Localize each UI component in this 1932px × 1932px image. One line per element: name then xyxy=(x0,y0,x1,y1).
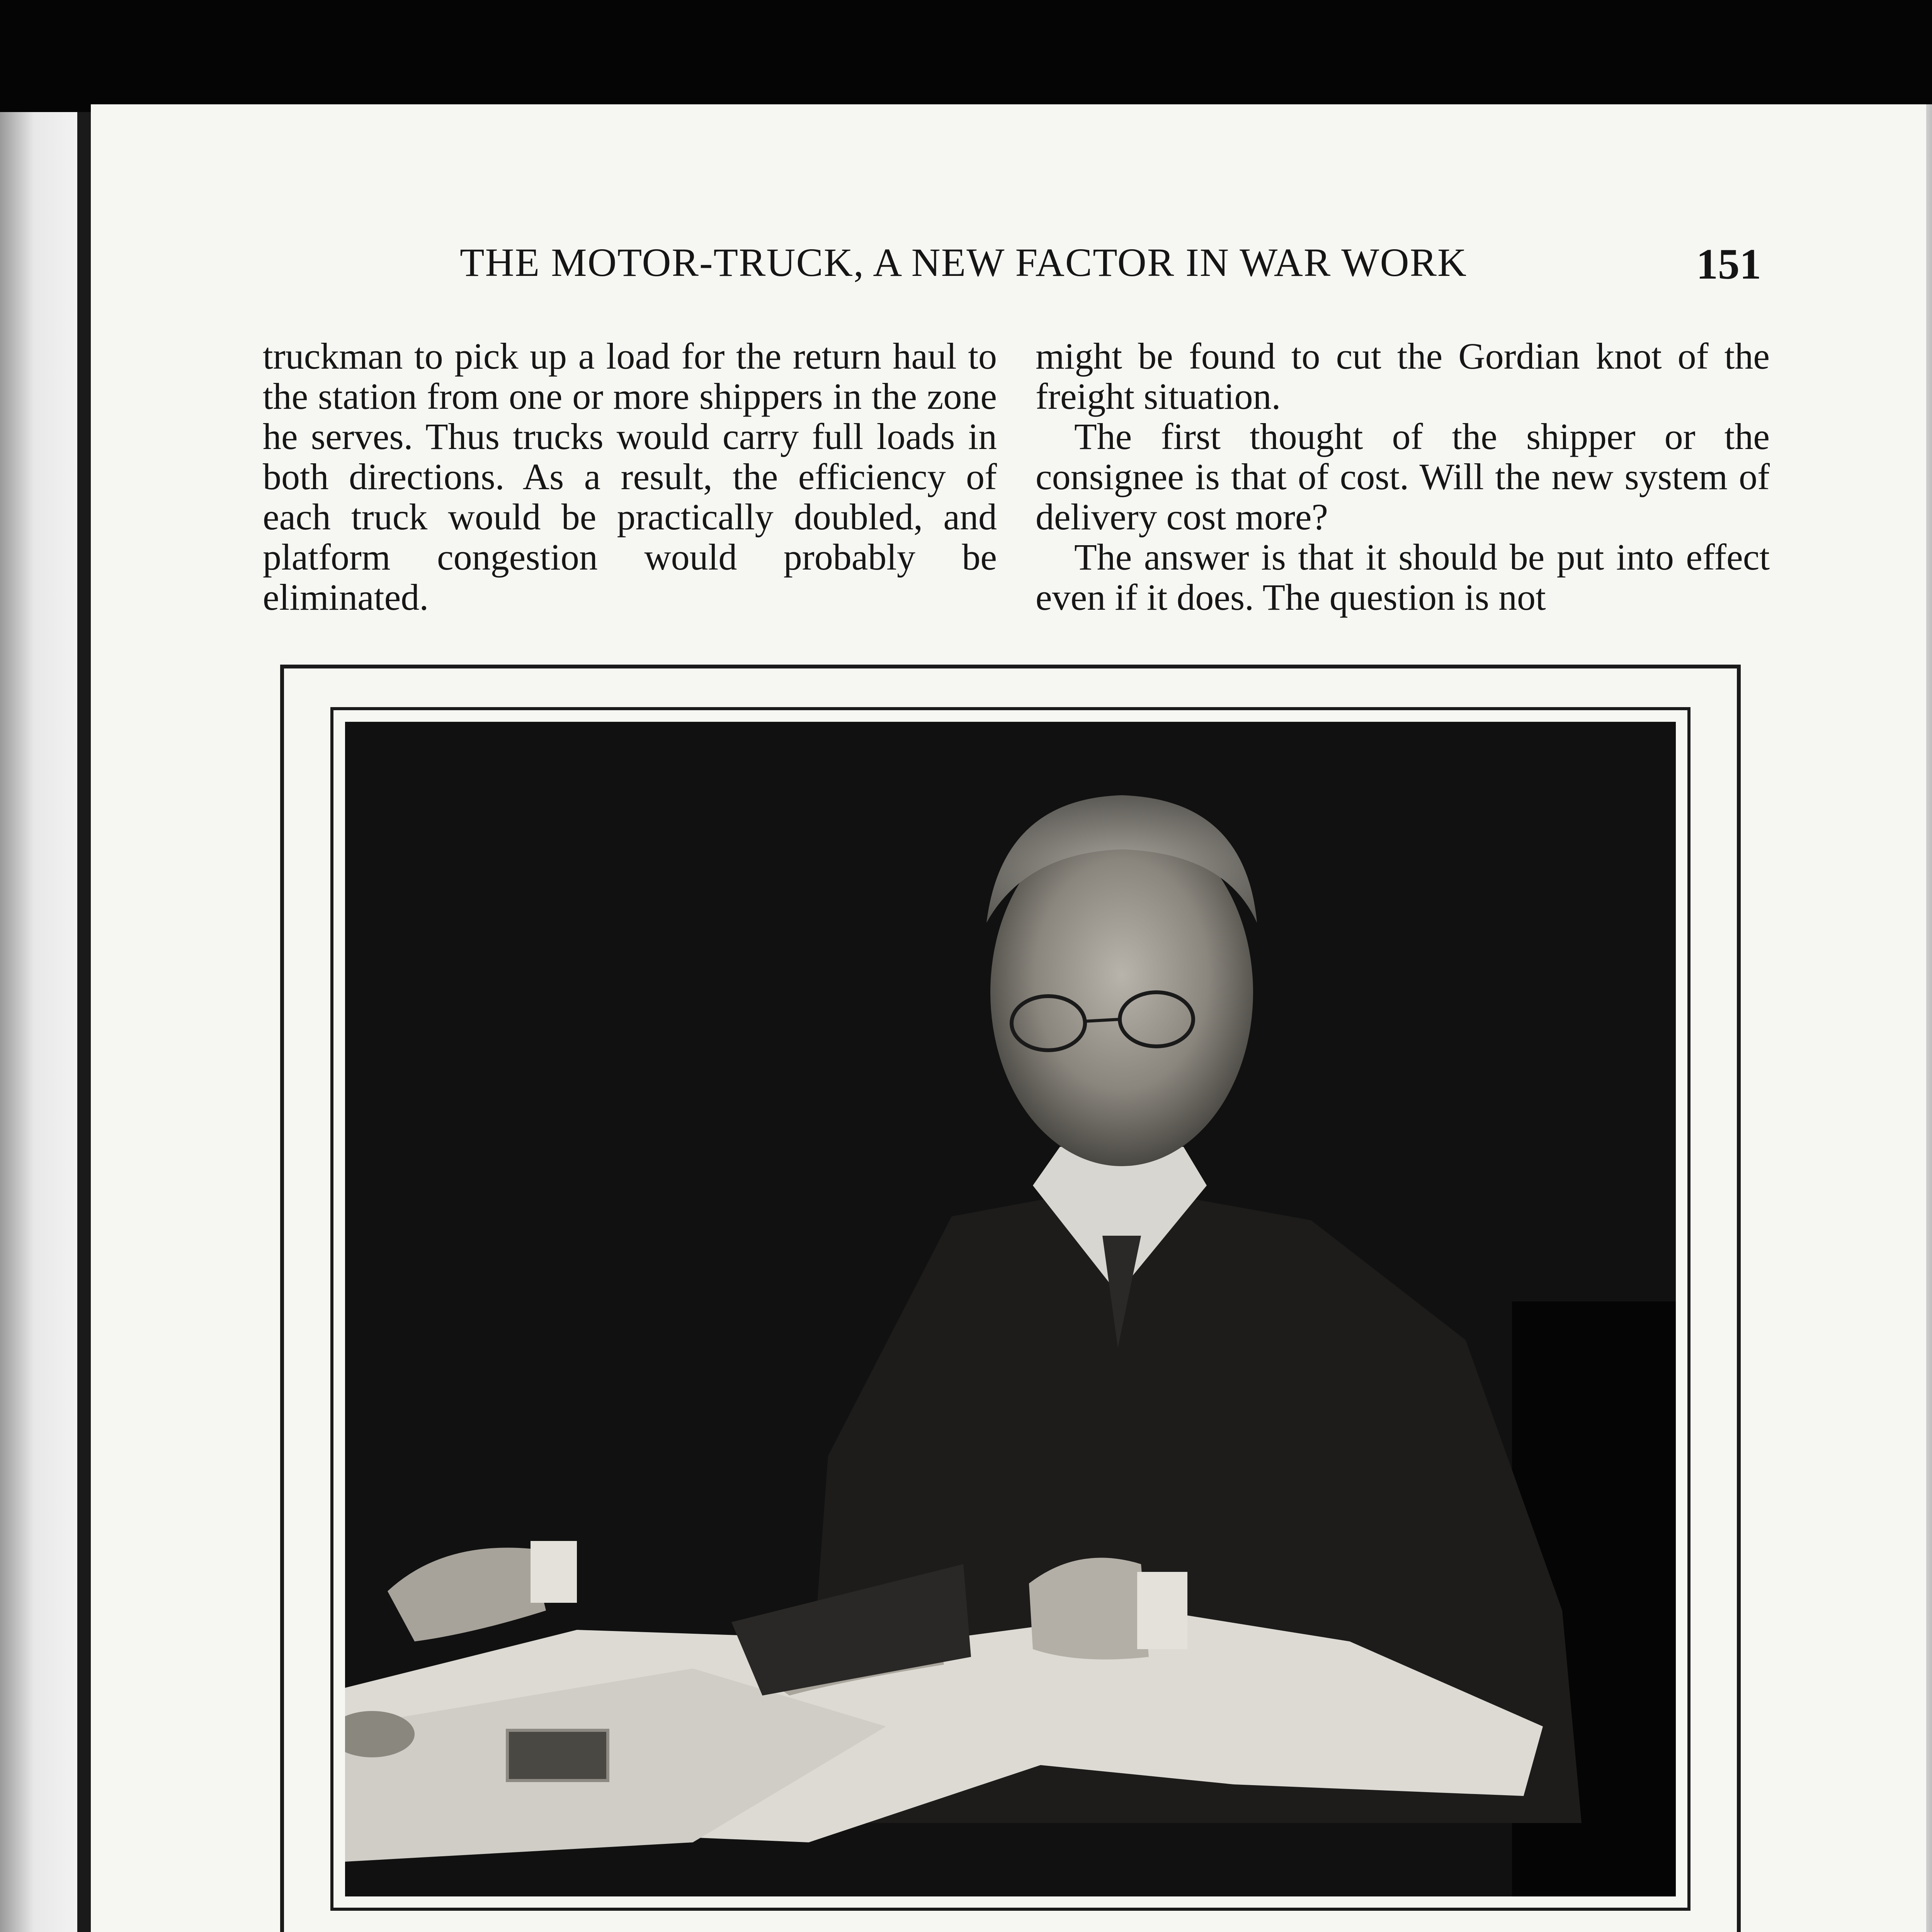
page-edge-shadow xyxy=(1926,104,1932,1932)
book-gutter xyxy=(77,112,93,1932)
page-number: 151 xyxy=(1696,240,1761,288)
paragraph: might be found to cut the Gordian knot of the freight situation. xyxy=(1036,335,1770,417)
photo-inner-border xyxy=(330,707,1690,1911)
top-left-column xyxy=(263,336,997,617)
photo-frame xyxy=(280,665,1741,1932)
portrait-photograph xyxy=(345,722,1676,1896)
paragraph: truckman to pick up a load for the return haul to the station from one or more shippers in the zone he serves. Thus trucks would carry full loads in both directions. As a result, the efficiency of each truck would be practically doubled, and platform congestion would probably be eliminated. xyxy=(263,335,997,618)
facing-page-edge xyxy=(0,112,85,1932)
top-right-column xyxy=(1036,336,1770,617)
paragraph: The first thought of the shipper or the consignee is that of cost. Will the new system of delivery cost more? xyxy=(1036,416,1770,537)
portrait-illustration xyxy=(345,722,1676,1896)
paragraph: The answer is that it should be put into effect even if it does. The question is not xyxy=(1036,536,1770,618)
running-title: THE MOTOR-TRUCK, A NEW FACTOR IN WAR WORK xyxy=(460,240,1468,285)
